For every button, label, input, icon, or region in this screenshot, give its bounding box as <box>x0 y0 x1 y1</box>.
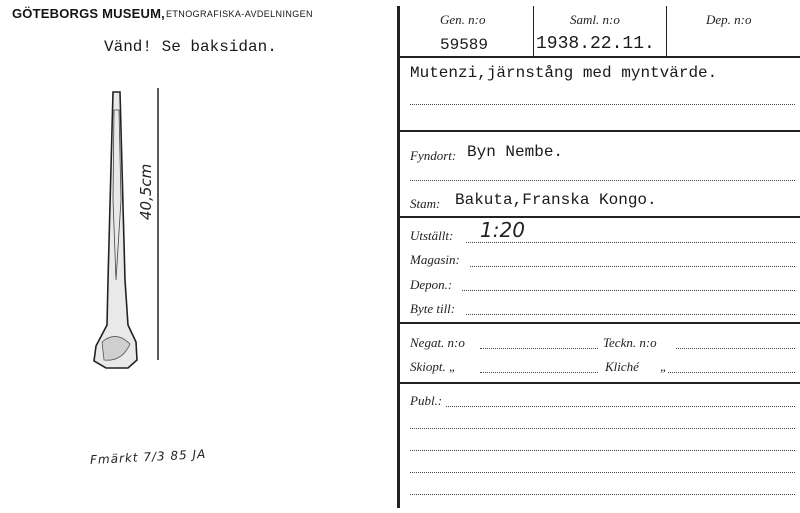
header-divider-1 <box>533 6 534 56</box>
depon-label: Depon.: <box>410 277 453 292</box>
card-left-border <box>397 6 400 508</box>
kliche-mark: „ <box>660 359 668 374</box>
iron-bar-drawing <box>80 80 190 380</box>
negat-line <box>480 348 598 349</box>
turn-over-note: Vänd! Se baksidan. <box>104 38 277 56</box>
header-bottom-rule <box>400 56 800 58</box>
magasin-label: Magasin: <box>410 252 460 267</box>
publ-line-1 <box>446 406 795 407</box>
teckn-line <box>676 348 795 349</box>
skiopt-line <box>480 372 598 373</box>
saml-number: 1938.22.11. <box>536 34 655 54</box>
depon-line <box>462 290 795 291</box>
gen-number: 59589 <box>440 36 489 54</box>
length-annotation: 40,5cm <box>137 163 155 220</box>
publ-line-5 <box>410 494 795 495</box>
byte-label: Byte till: <box>410 301 456 316</box>
gen-label: Gen. n:o <box>440 12 486 27</box>
publ-line-2 <box>410 428 795 429</box>
utstallt-line <box>466 242 795 243</box>
object-line-2 <box>410 104 795 105</box>
utstallt-value: 1:20 <box>480 218 525 242</box>
utstallt-label: Utställt: <box>410 228 454 243</box>
kliche-line <box>668 372 795 373</box>
fyndort-label: Fyndort: <box>410 148 457 163</box>
saml-label: Saml. n:o <box>570 12 620 27</box>
teckn-label: Teckn. n:o <box>603 335 657 350</box>
magasin-line <box>470 266 795 267</box>
bar-sketch <box>94 92 137 368</box>
dep-label: Dep. n:o <box>706 12 752 27</box>
publ-line-4 <box>410 472 795 473</box>
header-divider-2 <box>666 6 667 56</box>
fyndort-value: Byn Nembe. <box>467 143 564 161</box>
object-description: Mutenzi,järnstång med myntvärde. <box>410 64 718 82</box>
section-rule-1 <box>400 130 800 132</box>
section-rule-2 <box>400 216 800 218</box>
publ-line-3 <box>410 450 795 451</box>
marking-note: Fmärkt 7/3 85 JA <box>89 446 207 468</box>
section-rule-3 <box>400 322 800 324</box>
stam-value: Bakuta,Franska Kongo. <box>455 191 657 209</box>
stam-label: Stam: <box>410 196 441 211</box>
skiopt-label: Skiopt. „ <box>410 359 457 374</box>
publ-label: Publ.: <box>410 393 443 408</box>
fyndort-line-2 <box>410 180 795 181</box>
kliche-label: Kliché <box>605 359 639 374</box>
section-rule-4 <box>400 382 800 384</box>
department-name: ETNOGRAFISKA-AVDELNINGEN <box>166 9 313 19</box>
museum-name: GÖTEBORGS MUSEUM, <box>12 6 165 21</box>
negat-label: Negat. n:o <box>410 335 465 350</box>
byte-line <box>466 314 795 315</box>
